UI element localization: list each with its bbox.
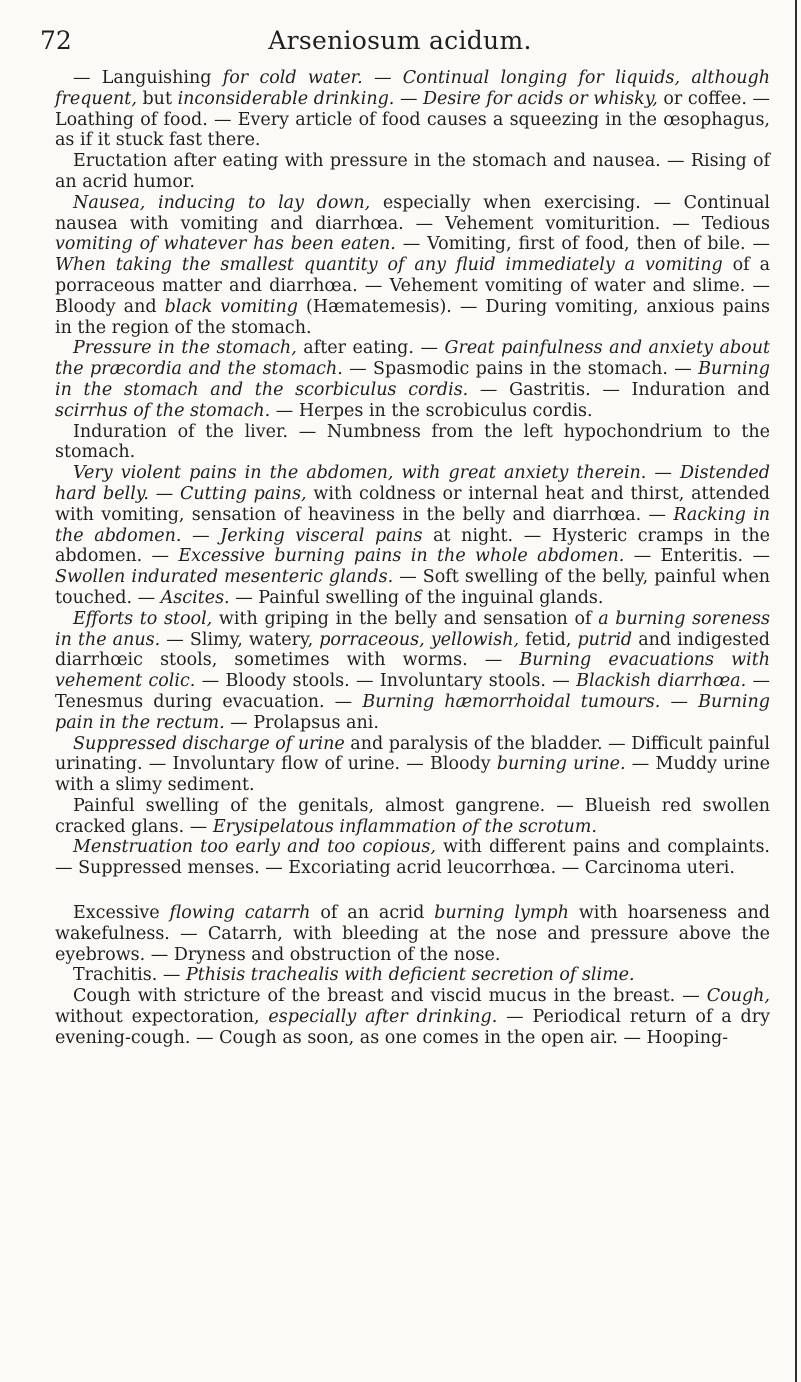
text-run: — Languishing	[73, 68, 223, 88]
text-run: —	[362, 68, 403, 88]
italic-text-run: Jerking visceral pains	[220, 525, 423, 546]
italic-text-run: Very violent pains in the abdomen, with great anxiety therein. — Distended hard belly.	[55, 463, 770, 504]
text-run: Painful swelling of the genitals, almost gangrene. — Blueish red swollen cracked glans. —	[55, 795, 770, 837]
text-run: or coffee. — Loathing of food. — Every article of food causes a squeezing in the œsophagus, as if it stuck fast there.	[55, 88, 770, 151]
italic-text-run: Burning pain in the rectum.	[55, 691, 770, 733]
italic-text-run: Nausea, inducing to lay down,	[73, 192, 371, 213]
text-run: fetid,	[519, 629, 578, 650]
italic-text-run: Burning in the stomach and the scorbiculus cordis.	[55, 359, 771, 400]
italic-text-run: Blackish diarrhœa.	[576, 671, 747, 692]
italic-text-run: flowing catarrh	[169, 903, 311, 924]
italic-text-run: burning urine.	[496, 754, 626, 775]
text-run: — Tenesmus during evacuation. —	[55, 671, 770, 712]
italic-text-run: Excessive burning pains in the whole abdomen.	[178, 546, 625, 567]
paragraph	[55, 734, 770, 796]
text-run: — Painful swelling of the inguinal glands.	[229, 587, 604, 608]
text-run: but	[136, 88, 178, 109]
text-run: — Periodical return of a dry evening-cough. — Cough as soon, as one comes in the open air. — Hooping-	[55, 1007, 770, 1048]
paragraph	[55, 796, 770, 838]
italic-text-run: Desire for acids or whisky,	[423, 88, 658, 109]
italic-text-run: Erysipelatous inflammation of the scrotum.	[212, 816, 597, 837]
page-header	[40, 24, 760, 58]
italic-text-run: inconsiderable drinking.	[177, 88, 395, 109]
text-run: Cough with stricture of the breast and viscid mucus in the breast. —	[73, 986, 707, 1007]
italic-text-run: Burning evacuations with vehement colic.	[55, 650, 770, 692]
paragraph	[55, 68, 770, 151]
text-run: (Hæmatemesis). — During vomiting, anxious pains in the region of the stomach.	[55, 296, 770, 338]
text-run: with different pains and complaints. — Suppressed menses. — Excoriating acrid leucorrhœa. — Carcinoma uteri.	[55, 837, 770, 879]
text-run: of an acrid	[310, 903, 435, 924]
text-run: with hoarseness and wakefulness. — Catarrh, with bleeding at the nose and pressure above the eyebrows. — Dryness and obstruction of the nose.	[55, 903, 770, 965]
text-run: — Bloody stools. — Involuntary stools. —	[195, 671, 577, 692]
text-run: and paralysis of the bladder. — Difficult painful urinating. — Involuntary flow of urine. — Bloody	[55, 733, 771, 775]
paragraph	[55, 986, 770, 1048]
italic-text-run: especially after drinking.	[268, 1007, 498, 1028]
italic-text-run: Suppressed discharge of urine	[73, 733, 345, 754]
text-run: after eating. —	[296, 338, 445, 359]
text-run: —	[660, 691, 699, 712]
paragraph	[55, 193, 770, 339]
text-run: Eructation after eating with pressure in the stomach and nausea. — Rising of an acrid humor.	[55, 151, 770, 192]
page-number: 72	[40, 26, 72, 55]
text-run: — Spasmodic pains in the stomach. —	[342, 359, 699, 380]
italic-text-run: Cutting pains,	[180, 483, 307, 504]
italic-text-run: black vomiting	[164, 296, 298, 317]
italic-text-run: vomiting of whatever has been eaten.	[55, 234, 396, 255]
italic-text-run: putrid	[577, 629, 633, 650]
text-run: — Soft swelling of the belly, painful when touched. —	[55, 567, 770, 608]
paragraph	[55, 609, 770, 734]
text-run: — Prolapsus ani.	[224, 712, 379, 733]
paragraph	[55, 903, 770, 965]
running-title: Arseniosum acidum.	[268, 26, 532, 55]
italic-text-run: Cough,	[706, 986, 770, 1007]
italic-text-run: When taking the smallest quantity of any fluid immediately a vomiting	[55, 255, 723, 276]
italic-text-run: Swollen indurated mesenteric glands.	[55, 567, 394, 588]
text-run: without expectoration,	[55, 1007, 269, 1028]
italic-text-run: a burning soreness in the anus.	[55, 608, 770, 650]
text-run: especially when exercising. — Continual nausea with vomiting and diarrhœa. — Vehement vomiturition. — Tedious	[55, 192, 770, 234]
text-run: — Slimy, watery,	[160, 629, 320, 650]
italic-text-run: Great painfulness and anxiety about the præcordia and the stomach.	[55, 338, 771, 380]
text-run: — Vomiting, first of food, then of bile. —	[395, 234, 770, 255]
text-run: —	[181, 525, 221, 546]
text-run: — Herpes in the scrobiculus cordis.	[270, 400, 593, 421]
text-run: Induration of the liver. — Numbness from the left hypochondrium to the stomach.	[55, 421, 770, 463]
body-text	[55, 68, 770, 1049]
text-run: Excessive	[73, 903, 170, 924]
text-run: of a porraceous matter and diarrhœa. — Vehement vomiting of water and slime. — Bloody and	[55, 255, 770, 317]
text-run: with coldness or internal heat and thirst, attended with vomiting, sensation of heaviness in the belly and diarrhœa. —	[55, 483, 770, 525]
italic-text-run: Burning hæmorrhoidal tumours.	[362, 691, 661, 712]
italic-text-run: Ascites.	[160, 587, 230, 608]
text-run: with griping in the belly and sensation of	[212, 608, 599, 629]
text-run: —	[394, 88, 424, 109]
italic-text-run: scirrhus of the stomach.	[55, 400, 271, 421]
text-run: —	[148, 483, 180, 504]
italic-text-run: burning lymph	[434, 903, 569, 924]
paragraph	[55, 837, 770, 879]
text-run: — Muddy urine with a slimy sediment.	[55, 754, 771, 796]
italic-text-run: Pressure in the stomach,	[73, 338, 297, 359]
italic-text-run: for cold water.	[222, 68, 363, 88]
text-run: Trachitis. —	[73, 965, 186, 986]
paragraph	[55, 422, 770, 464]
paragraph	[55, 965, 770, 986]
paragraph	[55, 151, 770, 193]
text-run: at night. — Hysteric cramps in the abdomen. —	[55, 525, 770, 567]
italic-text-run: porraceous, yellowish,	[319, 629, 520, 650]
italic-text-run: Racking in the abdomen.	[55, 504, 770, 546]
text-run: — Gastritis. — Induration and	[468, 379, 770, 400]
text-run: and indigested diarrhœic stools, sometimes with worms. —	[55, 629, 770, 671]
italic-text-run: Continual longing for liquids, although frequent,	[55, 68, 771, 109]
text-run: — Enteritis. —	[624, 546, 770, 567]
paragraph	[55, 463, 770, 609]
italic-text-run: Menstruation too early and too copious,	[73, 837, 436, 858]
italic-text-run: Pthisis trachealis with deficient secretion of slime.	[185, 965, 635, 986]
italic-text-run: Efforts to stool,	[73, 608, 213, 629]
paragraph	[55, 338, 770, 421]
page-edge-rule	[795, 0, 797, 1382]
